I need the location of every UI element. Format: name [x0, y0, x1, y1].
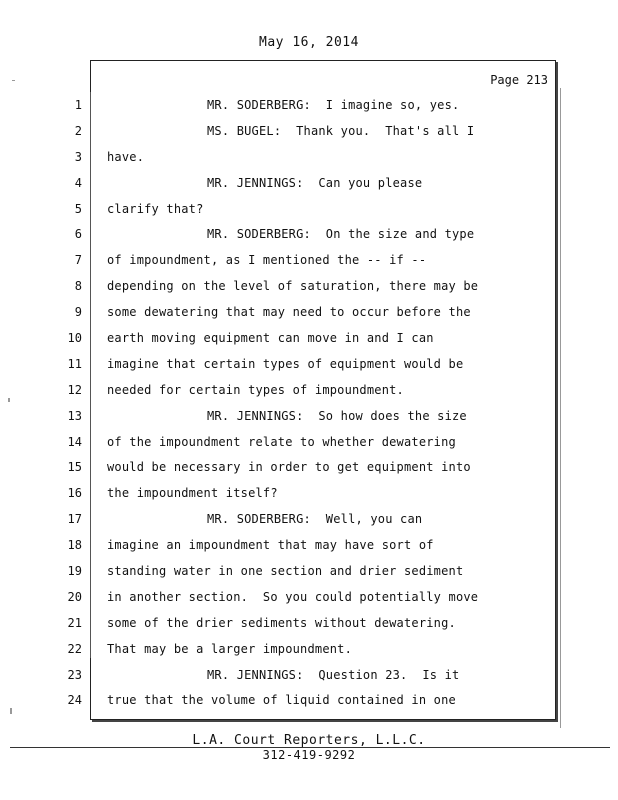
transcript-line: imagine that certain types of equipment would be — [107, 356, 464, 371]
line-number: 7 — [74, 253, 82, 268]
header-date: May 16, 2014 — [259, 35, 359, 50]
scan-speck — [10, 708, 12, 714]
transcript-line: MR. SODERBERG: Well, you can — [207, 512, 423, 527]
line-number: 8 — [74, 279, 82, 294]
scan-speck — [12, 80, 15, 81]
transcript-line: true that the volume of liquid contained in one — [107, 693, 456, 708]
line-numbers — [60, 93, 82, 714]
transcript-line: earth moving equipment can move in and I can — [107, 331, 434, 346]
line-number: 15 — [67, 460, 82, 475]
page-number: Page 213 — [490, 73, 548, 87]
line-number: 20 — [67, 589, 82, 604]
line-number: 11 — [67, 356, 82, 371]
line-number: 19 — [67, 564, 82, 579]
line-number: 9 — [74, 305, 82, 320]
transcript-line: MR. SODERBERG: On the size and type — [207, 227, 475, 242]
transcript-line: in another section. So you could potentially move — [107, 589, 479, 604]
footer-phone: 312-419-9292 — [262, 748, 356, 762]
transcript-line: imagine an impoundment that may have sort of — [107, 538, 434, 553]
line-number: 4 — [74, 175, 82, 190]
line-number: 6 — [74, 227, 82, 242]
right-rule — [560, 88, 561, 728]
transcript-line: MR. JENNINGS: Question 23. Is it — [207, 667, 460, 682]
transcript-line: have. — [107, 149, 145, 164]
transcript-line: MS. BUGEL: Thank you. That's all I — [207, 123, 475, 138]
transcript-line: MR. JENNINGS: Can you please — [207, 175, 423, 190]
line-number: 12 — [67, 382, 82, 397]
transcript-body — [107, 93, 547, 714]
transcript-line: standing water in one section and drier sediment — [107, 564, 464, 579]
transcript-line: of impoundment, as I mentioned the -- if -- — [107, 253, 427, 268]
margin-rule — [90, 92, 91, 658]
line-number: 2 — [74, 123, 82, 138]
line-number: 24 — [67, 693, 82, 708]
line-number: 5 — [74, 201, 82, 216]
line-number: 3 — [74, 149, 82, 164]
line-number: 18 — [67, 538, 82, 553]
line-number: 22 — [67, 641, 82, 656]
transcript-line: the impoundment itself? — [107, 486, 278, 501]
transcript-line: clarify that? — [107, 201, 204, 216]
scan-speck — [8, 398, 10, 402]
transcript-line: of the impoundment relate to whether dewatering — [107, 434, 456, 449]
line-number: 23 — [67, 667, 82, 682]
transcript-line: depending on the level of saturation, there may be — [107, 279, 479, 294]
transcript-line: MR. SODERBERG: I imagine so, yes. — [207, 98, 460, 112]
footer-firm: L.A. Court Reporters, L.L.C. — [192, 733, 426, 748]
line-number: 1 — [74, 98, 82, 112]
line-number: 14 — [67, 434, 82, 449]
transcript-line: some of the drier sediments without dewatering. — [107, 615, 456, 630]
line-number: 10 — [67, 331, 82, 346]
line-number: 13 — [67, 408, 82, 423]
transcript-line: MR. JENNINGS: So how does the size — [207, 408, 467, 423]
transcript-line: would be necessary in order to get equipment into — [107, 460, 471, 475]
transcript-line: needed for certain types of impoundment. — [107, 382, 404, 397]
line-number: 16 — [67, 486, 82, 501]
transcript-line: That may be a larger impoundment. — [107, 641, 353, 656]
line-number: 17 — [67, 512, 82, 527]
line-number: 21 — [67, 615, 82, 630]
transcript-line: some dewatering that may need to occur before the — [107, 305, 471, 320]
